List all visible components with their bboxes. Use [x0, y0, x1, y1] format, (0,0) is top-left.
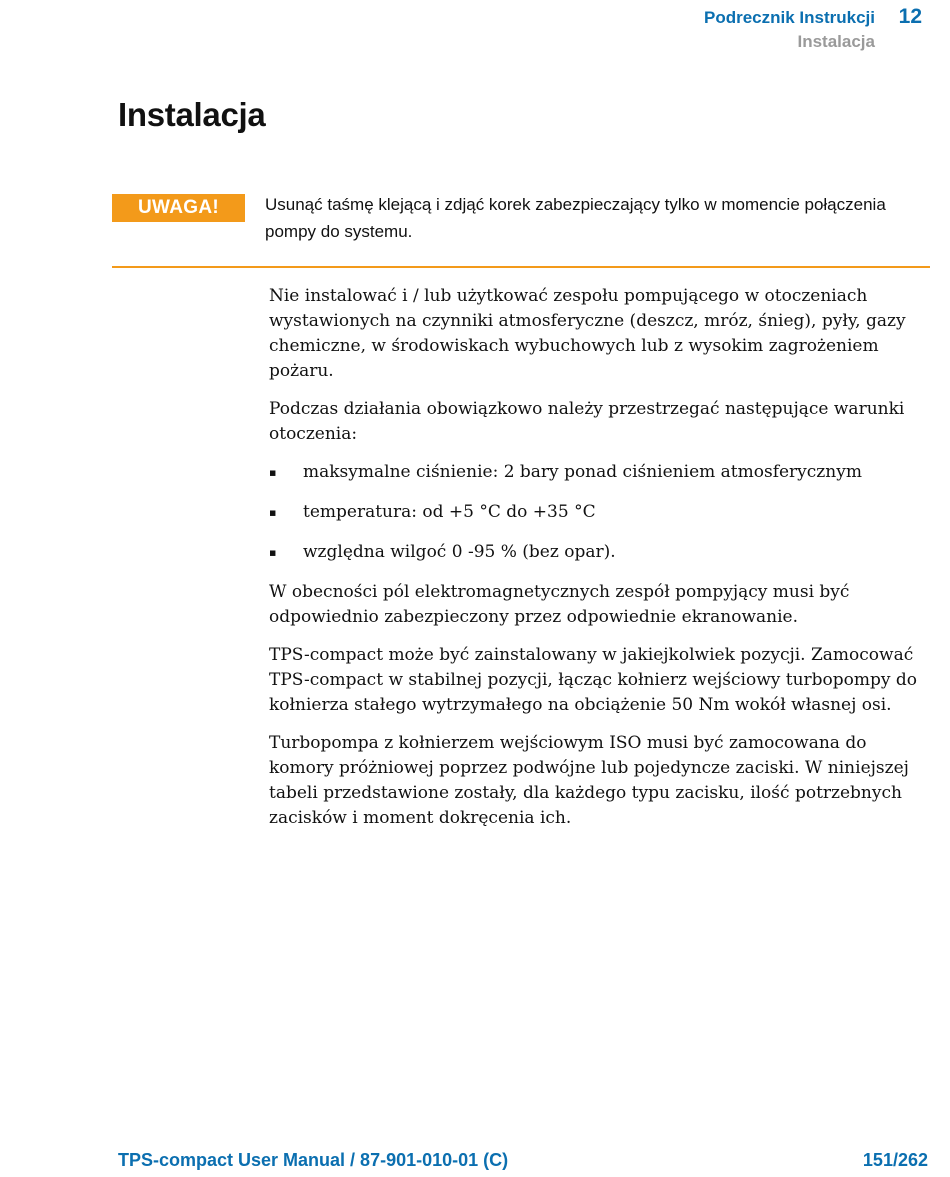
- header-chapter-number: 12: [898, 5, 922, 28]
- list-item-text: temperatura: od +5 °C do +35 °C: [303, 502, 596, 522]
- page-title: Instalacja: [118, 96, 266, 133]
- list-item: [269, 540, 930, 565]
- footer-page-number: 151/262: [862, 1150, 928, 1170]
- list-item: [269, 500, 930, 525]
- warning-text: Usunąć taśmę klejącą i zdjąć korek zabezpieczający tylko w momencie połączenia pompy do systemu.: [265, 195, 886, 241]
- bullet-icon: ▪: [269, 466, 277, 479]
- bullet-icon: ▪: [269, 546, 277, 559]
- warning-badge: UWAGA!: [112, 194, 245, 222]
- header-manual-title: Podrecznik Instrukcji: [704, 8, 875, 27]
- conditions-list: [269, 460, 930, 565]
- paragraph-conditions-intro: Podczas działania obowiązkowo należy przestrzegać następujące warunki otoczenia:: [269, 399, 905, 444]
- paragraph-environment: Nie instalować i / lub użytkować zespołu pompującego w otoczeniach wystawionych na czynniki atmosferyczne (deszcz, mróz, śnieg), pyły, gazy chemiczne, w środowiskach wybuchowych lub z wysokim zagrożeniem pożaru.: [269, 286, 906, 381]
- list-item-text: maksymalne ciśnienie: 2 bary ponad ciśnieniem atmosferycznym: [303, 462, 862, 482]
- header-section-name: Instalacja: [797, 32, 875, 51]
- warning-divider: [112, 266, 930, 268]
- bullet-icon: ▪: [269, 506, 277, 519]
- list-item-text: względna wilgoć 0 -95 % (bez opar).: [303, 542, 616, 562]
- paragraph-mounting: TPS-compact może być zainstalowany w jakiejkolwiek pozycji. Zamocować TPS-compact w stabilnej pozycji, łącząc kołnierz wejściowy turbopompy do kołnierza stałego wytrzymałego na obciążenie 50 Nm wokół własnej osi.: [269, 645, 918, 715]
- paragraph-electromagnetic: W obecności pól elektromagnetycznych zespół pompyjący musi być odpowiednio zabezpieczony przez odpowiednie ekranowanie.: [269, 582, 850, 627]
- paragraph-iso-flange: Turbopompa z kołnierzem wejściowym ISO musi być zamocowana do komory próżniowej poprzez podwójne lub pojedyncze zaciski. W niniejszej tabeli przedstawione zostały, dla każdego typu zacisku, ilość potrzebnych zacisków i moment dokręcenia ich.: [269, 733, 909, 828]
- body-content: [269, 284, 930, 844]
- footer-document-title: TPS-compact User Manual / 87-901-010-01 (C): [118, 1150, 509, 1170]
- list-item: [269, 460, 930, 485]
